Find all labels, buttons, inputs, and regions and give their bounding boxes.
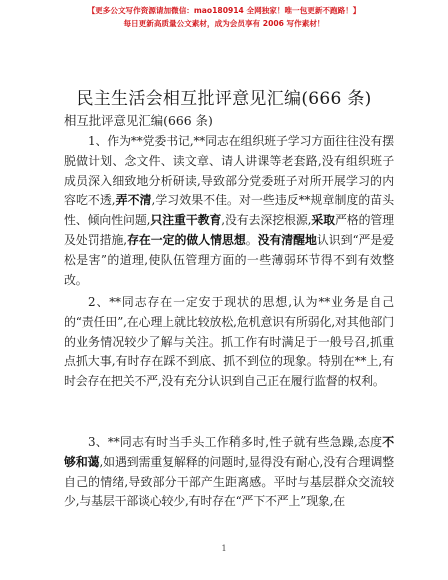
- promo-banner: [0, 4, 448, 30]
- bold-text-run: 不够和蔼: [64, 435, 394, 469]
- paragraph-3: [64, 433, 394, 512]
- text-run: 1、作为**党委书记,**同志在组织班子学习方面往往没有摆脱做计划、念文件、读文章、请人讲课等老套路,没有组织班子成员深入细致地分析研读,导致部分党委班子对所开展学习的内容吃不透,: [64, 134, 394, 208]
- paragraph-2: [64, 293, 394, 392]
- page-number: 1: [221, 544, 227, 553]
- paragraph-indent: [64, 134, 88, 148]
- text-run: 认识到“严是爱松是害”的道理,使队伍管理方面的一些薄弱环节得不到有效整改。: [64, 232, 394, 287]
- bold-text-run: 只注重干教育: [150, 213, 222, 228]
- text-run: 2、**同志存在一定安于现状的思想,认为**业务是自己的“责任田”,在心理上就比较放松,危机意识有所弱化,对其他部门的业务情况较少了解与关注。抓工作有时满足于一般号召,抓重点抓大事,有时存在踩不到底、抓不到位的现象。特别在**上,有时会存在把关不严,没有充分认识到自己正在履行监督的权利。: [64, 295, 394, 389]
- text-run: 3、**同志有时当手头工作稍多时,性子就有些急躁,态度: [88, 435, 383, 449]
- text-run: ,没有去深挖根源,: [221, 213, 312, 228]
- text-run: 。: [245, 232, 258, 247]
- document-subtitle: 相互批评意见汇编(666 条): [64, 113, 213, 128]
- promo-banner-line-1: 【更多公文写作资源请加微信：mao180914 全网独家！唯一包更新不跑路！】: [87, 6, 361, 15]
- text-run: ,如遇到需重复解释的问题时,显得没有耐心,没有合理调整自己的情绪,导致部分干部产生距离感。平时与基层群众交流较少,与基层干部谈心较少,有时存在“严下不严上”现象,在: [64, 454, 394, 509]
- document-title: 民主生活会相互批评意见汇编(666 条): [76, 89, 372, 109]
- promo-banner-line-2: 每日更新高质量公文素材，成为会员享有 2006 写作素材！: [123, 19, 325, 28]
- bold-text-run: 弄不清: [115, 193, 152, 208]
- text-run: ,学习效果不佳。对一些违反**规章制度的苗头性、倾向性问题,: [64, 193, 394, 228]
- bold-text-run: 没有清醒地: [257, 232, 317, 247]
- paragraph-1: [64, 132, 394, 290]
- text-run: 严格的管理及处罚措施,: [64, 213, 394, 247]
- bold-text-run: 存在一定的做人情思想: [126, 232, 246, 247]
- paragraph-indent: [64, 435, 88, 449]
- bold-text-run: 采取: [311, 213, 335, 228]
- paragraph-indent: [64, 295, 88, 309]
